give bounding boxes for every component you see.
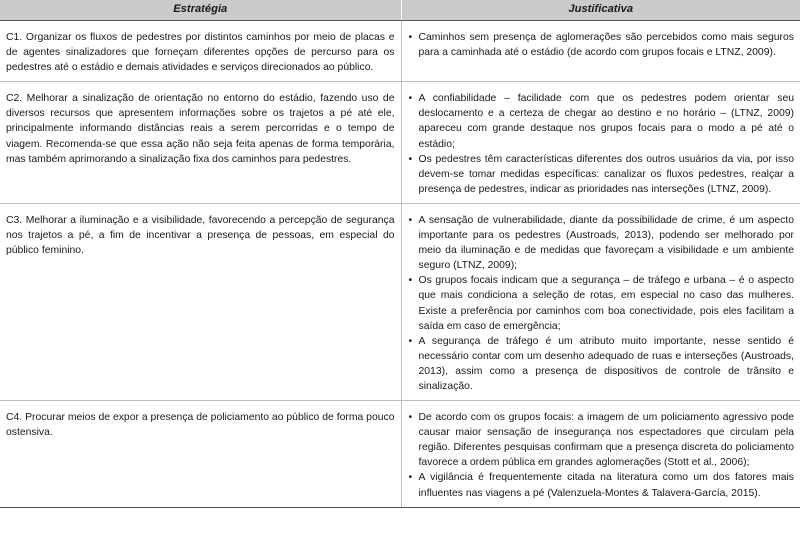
table-row — [0, 21, 800, 82]
justification-cell — [401, 21, 800, 82]
justification-cell — [401, 401, 800, 508]
justification-item: • Os grupos focais indicam que a segurança – de tráfego e urbana – é o aspecto que mais condiciona a seleção de rotas, em especial no caso das mulheres. Existe a preferência por caminhos com boa conectividade, pois eles facilitam a saída em caso de emergência; — [408, 273, 795, 333]
strategy-cell: C4. Procurar meios de expor a presença de policiamento ao público de forma pouco ostensiva. — [0, 401, 401, 508]
justification-item: • A vigilância é frequentemente citada na literatura como um dos fatores mais influentes nas viagens a pé (Valenzuela-Montes & Talavera-García, 2015). — [408, 470, 795, 500]
justification-list — [408, 213, 795, 394]
header-estrategia: Estratégia — [0, 0, 401, 21]
justification-item: • Os pedestres têm características diferentes dos outros usuários da via, por isso devem-se tomar medidas específicas: canalizar os fluxos pedestres, realçar a presença de pedestres, indicar as prioridades nas interseções (LTNZ, 2009). — [408, 152, 795, 197]
table-row — [0, 82, 800, 204]
justification-list — [408, 91, 795, 197]
header-row — [0, 0, 800, 21]
strategy-cell: C3. Melhorar a iluminação e a visibilidade, favorecendo a percepção de segurança nos trajetos a pé, a fim de incentivar a presença de pessoas, em especial do público feminino. — [0, 203, 401, 400]
justification-cell — [401, 203, 800, 400]
strategy-cell: C1. Organizar os fluxos de pedestres por distintos caminhos por meio de placas e de agentes sinalizadores que forneçam diferentes opções de percurso para os pedestres até o estádio e demais atividades e serviços direcionados ao público. — [0, 21, 401, 82]
justification-item: • De acordo com os grupos focais: a imagem de um policiamento agressivo pode causar maior sensação de insegurança nos espectadores que circulam pela região. Diferentes pesquisas confirmam que a presença discreta do policiamento favorece a ordem pública em grandes aglomerações (Stott et al., 2006); — [408, 410, 795, 470]
table-row — [0, 401, 800, 508]
table-row — [0, 203, 800, 400]
justification-item: • A sensação de vulnerabilidade, diante da possibilidade de crime, é um aspecto importante para os pedestres (Austroads, 2013), podendo ser melhorado por meio da iluminação e de medidas que favoreçam a visibilidade e um ambiente seguro (LTNZ, 2009); — [408, 213, 795, 273]
header-justificativa: Justificativa — [401, 0, 800, 21]
justification-item: • A confiabilidade – facilidade com que os pedestres podem orientar seu deslocamento e a certeza de chegar ao destino e no horário – (LTNZ, 2009) apareceu com grande destaque nos grupos focais para o modo a pé até o estádio; — [408, 91, 795, 151]
strategy-cell: C2. Melhorar a sinalização de orientação no entorno do estádio, fazendo uso de diversos recursos que apresentem informações sobre os trajetos a pé até ele, principalmente informando distâncias reais a serem percorridas e o tempo de viagem. Recomenda-se que essa ação não seja feita apenas de forma temporária, mas também aprimorando a sinalização fixa dos caminhos para pedestres. — [0, 82, 401, 204]
justification-item: • Caminhos sem presença de aglomerações são percebidos como mais seguros para a caminhada até o estádio (de acordo com grupos focais e LTNZ, 2009). — [408, 30, 795, 60]
justification-list — [408, 30, 795, 60]
justification-list — [408, 410, 795, 501]
justification-item: • A segurança de tráfego é um atributo muito importante, nesse sentido é necessário contar com um desenho adequado de ruas e interseções (Austroads, 2013), assim como a presença de dispositivos de controle de trânsito e sinalização. — [408, 334, 795, 394]
justification-cell — [401, 82, 800, 204]
